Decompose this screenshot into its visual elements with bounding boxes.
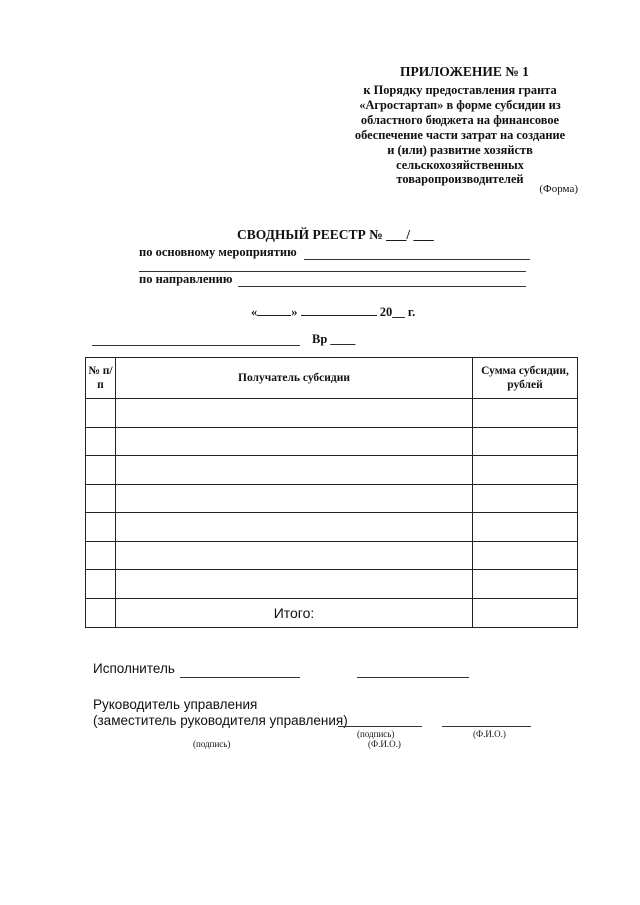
total-amount-cell[interactable] [473,598,578,627]
row-number-cell[interactable] [86,427,116,456]
row-number-cell[interactable] [86,570,116,599]
table-row [86,513,578,542]
head-name-field[interactable] [442,726,531,727]
row-number-cell[interactable] [86,513,116,542]
main-activity-label: по основному мероприятию [139,245,297,259]
executor-signature-field[interactable] [180,677,300,678]
head-signature-field[interactable] [338,726,422,727]
appendix-description [340,83,580,187]
register-title: СВОДНЫЙ РЕЕСТР № ___/ ___ [237,227,434,242]
column-header-recipient: Получатель субсидии [116,358,473,399]
deputy-label: (заместитель руководителя управления) [93,713,348,728]
table-row [86,570,578,599]
appendix-line: «Агростартап» в форме субсидии из [359,97,561,112]
direction-label: по направлению [139,272,233,286]
name-caption: (Ф.И.О.) [368,739,401,749]
appendix-line: областного бюджета на финансовое [360,112,560,127]
date-row [251,303,415,320]
date-month-field[interactable] [301,303,377,316]
table-row [86,399,578,428]
amount-cell[interactable] [473,570,578,599]
appendix-line: товаропроизводителей [396,172,524,187]
recipient-cell[interactable] [116,513,473,542]
date-close-quote: » [291,305,298,319]
table-row [86,541,578,570]
vr-label: Вр ____ [312,332,356,346]
date-open-quote: « [251,305,258,319]
executor-label: Исполнитель [93,661,175,676]
main-activity-field[interactable] [304,259,530,260]
total-number-cell [86,598,116,627]
column-header-number: № п/п [86,358,116,399]
amount-cell[interactable] [473,484,578,513]
recipient-cell[interactable] [116,399,473,428]
signature-caption: (подпись) [193,739,231,749]
appendix-line: к Порядку предоставления гранта [363,83,557,97]
date-day-field[interactable] [257,303,291,316]
table-row [86,484,578,513]
form-note: (Форма) [539,183,578,195]
recipient-cell[interactable] [116,427,473,456]
row-number-cell[interactable] [86,399,116,428]
head-name-caption: (Ф.И.О.) [473,729,506,739]
recipient-cell[interactable] [116,570,473,599]
row-number-cell[interactable] [86,456,116,485]
direction-field[interactable] [238,286,526,287]
table-row [86,456,578,485]
appendix-line: обеспечение части затрат на создание [354,127,566,142]
row-number-cell[interactable] [86,484,116,513]
head-label: Руководитель управления [93,697,258,712]
row-number-cell[interactable] [86,541,116,570]
recipient-cell[interactable] [116,456,473,485]
table-total-row [86,598,578,627]
recipient-cell[interactable] [116,484,473,513]
column-header-amount: Сумма субсидии, рублей [473,358,578,399]
total-label: Итого: [116,598,473,627]
table-header-row [86,358,578,399]
executor-name-field[interactable] [357,677,469,678]
organization-field[interactable] [92,345,300,346]
head-signature-caption: (подпись) [357,729,395,739]
recipient-cell[interactable] [116,541,473,570]
amount-cell[interactable] [473,513,578,542]
amount-cell[interactable] [473,399,578,428]
table-row [86,427,578,456]
date-year: 20__ г. [379,305,416,319]
appendix-line: и (или) развитие хозяйств [387,142,533,157]
amount-cell[interactable] [473,456,578,485]
appendix-line: сельскохозяйственных [396,157,524,172]
amount-cell[interactable] [473,427,578,456]
register-table [85,357,578,628]
amount-cell[interactable] [473,541,578,570]
appendix-title: ПРИЛОЖЕНИЕ № 1 [400,64,529,79]
